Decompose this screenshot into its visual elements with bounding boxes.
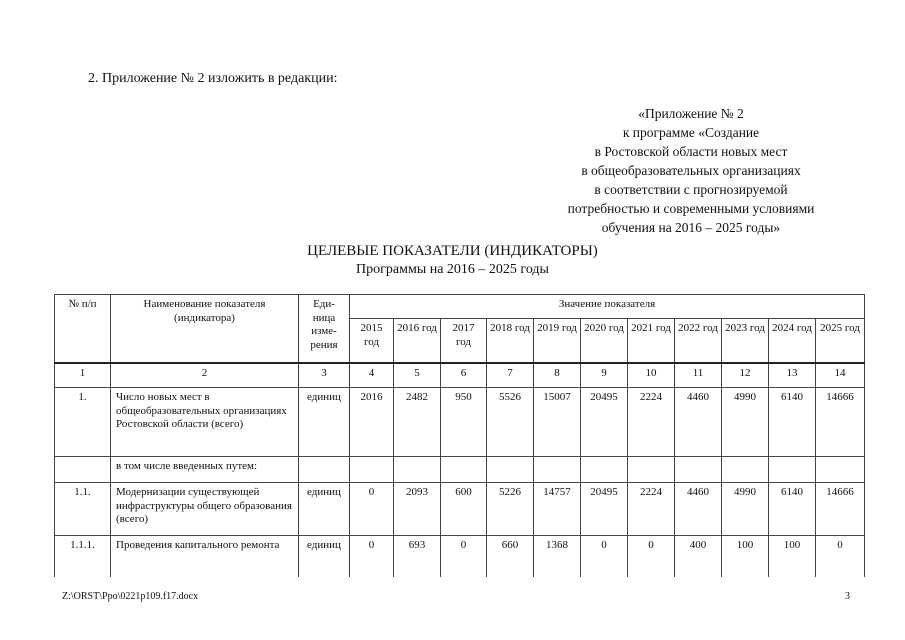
row-number: 1.1.1. — [55, 536, 111, 578]
year-header: 2023 год — [722, 319, 769, 364]
appendix-line: в соответствии с прогнозируемой — [594, 182, 788, 197]
year-header: 2021 год — [628, 319, 675, 364]
column-number: 5 — [394, 363, 441, 388]
column-number: 11 — [675, 363, 722, 388]
row-value: 660 — [487, 536, 534, 578]
header-number: № п/п — [55, 295, 111, 364]
year-header: 2016 год — [394, 319, 441, 364]
row-number: 1.1. — [55, 483, 111, 536]
row-value: 4990 — [722, 483, 769, 536]
year-header: 2017 год — [441, 319, 487, 364]
row-value: 6140 — [769, 483, 816, 536]
row-indicator-name: Число новых мест в общеобразовательных организациях Ростовской области (всего) — [111, 388, 299, 457]
row-value — [628, 457, 675, 483]
row-value: 0 — [350, 536, 394, 578]
year-header: 2015 год — [350, 319, 394, 364]
column-number: 6 — [441, 363, 487, 388]
row-value: 950 — [441, 388, 487, 457]
row-value: 14757 — [534, 483, 581, 536]
row-value — [350, 457, 394, 483]
appendix-line: в общеобразовательных организациях — [581, 163, 801, 178]
row-value: 0 — [816, 536, 865, 578]
row-value — [675, 457, 722, 483]
appendix-line: к программе «Создание — [622, 125, 760, 140]
table-row — [55, 483, 865, 536]
intro-paragraph: 2. Приложение № 2 изложить в редакции: — [88, 71, 338, 86]
row-value — [534, 457, 581, 483]
page-number: 3 — [845, 591, 850, 602]
row-value: 0 — [581, 536, 628, 578]
column-number: 8 — [534, 363, 581, 388]
row-value: 2093 — [394, 483, 441, 536]
appendix-line: потребностью и современными условиями — [567, 201, 815, 216]
row-value: 14666 — [816, 388, 865, 457]
row-value: 2016 — [350, 388, 394, 457]
row-value — [816, 457, 865, 483]
year-header: 2020 год — [581, 319, 628, 364]
appendix-heading — [526, 104, 856, 237]
row-value: 4460 — [675, 483, 722, 536]
row-value: 2224 — [628, 483, 675, 536]
row-number — [55, 457, 111, 483]
year-header: 2018 год — [487, 319, 534, 364]
row-value: 0 — [350, 483, 394, 536]
year-header: 2019 год — [534, 319, 581, 364]
row-number: 1. — [55, 388, 111, 457]
header-unit: Еди-ница изме-рения — [299, 295, 350, 364]
row-value: 100 — [769, 536, 816, 578]
row-value — [487, 457, 534, 483]
year-header: 2025 год — [816, 319, 865, 364]
appendix-line: в Ростовской области новых мест — [594, 144, 788, 159]
row-value — [581, 457, 628, 483]
column-number: 2 — [111, 363, 299, 388]
row-value: 4460 — [675, 388, 722, 457]
row-value: 0 — [441, 536, 487, 578]
row-unit: единиц — [299, 388, 350, 457]
row-value: 20495 — [581, 388, 628, 457]
row-value — [441, 457, 487, 483]
row-value: 693 — [394, 536, 441, 578]
indicators-table — [54, 294, 865, 577]
row-value: 4990 — [722, 388, 769, 457]
row-value: 400 — [675, 536, 722, 578]
header-value: Значение показателя — [350, 295, 865, 319]
row-value: 5226 — [487, 483, 534, 536]
row-value: 14666 — [816, 483, 865, 536]
row-value — [722, 457, 769, 483]
row-indicator-name: Проведения капитального ремонта — [111, 536, 299, 578]
footer-file-path: Z:\ORST\Ppo\0221p109.f17.docx — [62, 591, 199, 602]
column-number: 7 — [487, 363, 534, 388]
column-number: 14 — [816, 363, 865, 388]
row-value: 2224 — [628, 388, 675, 457]
row-unit — [299, 457, 350, 483]
row-value: 15007 — [534, 388, 581, 457]
table-title: ЦЕЛЕВЫЕ ПОКАЗАТЕЛИ (ИНДИКАТОРЫ) — [307, 243, 598, 259]
row-value — [394, 457, 441, 483]
column-number: 4 — [350, 363, 394, 388]
appendix-line: обучения на 2016 – 2025 годы» — [601, 220, 781, 235]
column-number: 3 — [299, 363, 350, 388]
row-value: 0 — [628, 536, 675, 578]
column-number: 9 — [581, 363, 628, 388]
appendix-line: «Приложение № 2 — [638, 106, 744, 121]
row-indicator-name: Модернизации существующей инфраструктуры общего образования (всего) — [111, 483, 299, 536]
table-row — [55, 536, 865, 578]
header-indicator-name: Наименование показателя (индикатора) — [111, 295, 299, 364]
year-header: 2024 год — [769, 319, 816, 364]
column-number: 1 — [55, 363, 111, 388]
row-value: 2482 — [394, 388, 441, 457]
table-row — [55, 457, 865, 483]
row-value: 20495 — [581, 483, 628, 536]
row-unit: единиц — [299, 536, 350, 578]
column-number: 13 — [769, 363, 816, 388]
column-number: 10 — [628, 363, 675, 388]
row-indicator-name: в том числе введенных путем: — [111, 457, 299, 483]
row-value: 600 — [441, 483, 487, 536]
column-number: 12 — [722, 363, 769, 388]
year-header: 2022 год — [675, 319, 722, 364]
row-unit: единиц — [299, 483, 350, 536]
row-value: 100 — [722, 536, 769, 578]
table-subtitle: Программы на 2016 – 2025 годы — [356, 262, 549, 277]
row-value: 6140 — [769, 388, 816, 457]
row-value — [769, 457, 816, 483]
table-row — [55, 388, 865, 457]
row-value: 1368 — [534, 536, 581, 578]
row-value: 5526 — [487, 388, 534, 457]
